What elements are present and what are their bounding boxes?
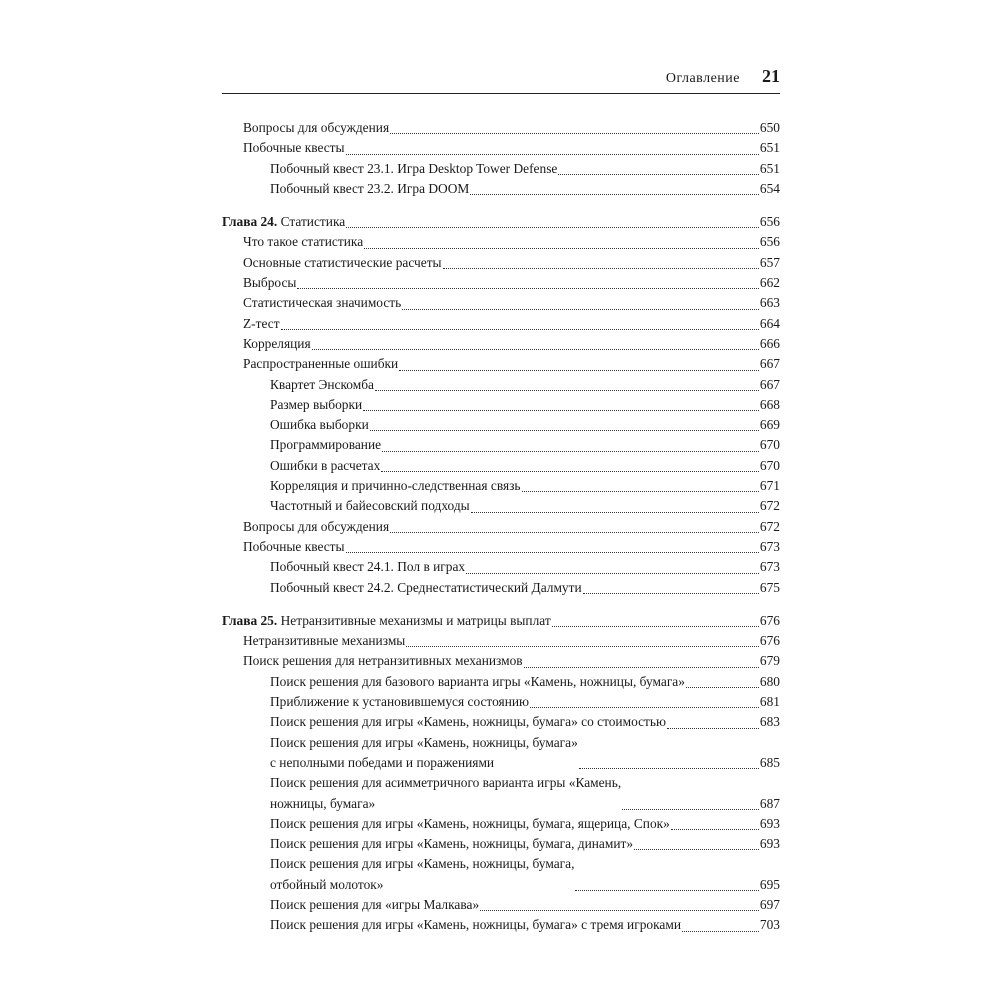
toc-entry-page: 693: [759, 815, 780, 831]
toc-entry[interactable]: [222, 179, 780, 199]
toc-entry-page: 695: [759, 876, 780, 892]
dot-leader: [470, 194, 759, 195]
toc-entry-page: 679: [759, 653, 780, 669]
toc-entry-page: 681: [759, 694, 780, 710]
toc-entry-page: 671: [759, 478, 780, 494]
toc-entry-title: [270, 435, 381, 455]
section-title: Оглавление: [665, 71, 740, 86]
toc-entry[interactable]: [222, 159, 780, 179]
toc-entry-title: [270, 915, 681, 935]
toc-entry-title-text: Вопросы для обсуждения: [243, 120, 390, 135]
toc-entry-title-text: Поиск решения для игры «Камень, ножницы, бумага» с тремя игроками: [270, 917, 681, 933]
toc-entry-title: [243, 517, 389, 537]
toc-entry-title-text: Поиск решения для игры «Камень, ножницы, бумага, динамит»: [270, 836, 634, 852]
toc-entry-title: [270, 557, 465, 577]
toc-entry-title: [243, 651, 523, 671]
toc-entry-page: 668: [759, 396, 780, 412]
toc-entry-title: [243, 253, 442, 273]
toc-entry-page: 676: [759, 612, 780, 628]
toc-entry-title-text: Основные статистические расчеты: [243, 254, 442, 270]
toc-entry[interactable]: [222, 375, 780, 395]
toc-entry[interactable]: [222, 415, 780, 435]
dot-leader: [297, 288, 759, 289]
toc-entry-page: 680: [759, 673, 780, 689]
toc-entry-title-text: Побочный квест 24.2. Среднестатистический Далмути: [270, 579, 582, 595]
toc-entry-title: [270, 854, 574, 895]
toc-entry-page: 666: [759, 335, 780, 351]
dot-leader: [381, 471, 759, 472]
toc-entry-title-line: Поиск решения для игры «Камень, ножницы, бумага»: [270, 734, 578, 750]
dot-leader: [466, 573, 759, 574]
dot-leader: [524, 667, 759, 668]
toc-entry-title-text: Побочный квест 24.1. Пол в играх: [270, 559, 466, 575]
toc-entry-title: [243, 138, 345, 158]
chapter-label: Глава 25.: [222, 612, 278, 628]
toc-entry-title-text: ножницы, бумага»: [270, 795, 376, 811]
toc-entry-title-text: Вопросы для обсуждения: [243, 518, 390, 534]
toc-entry[interactable]: [222, 232, 780, 252]
toc-entry-title: [270, 578, 582, 598]
toc-entry-title-text: Ошибка выборки: [270, 417, 369, 433]
toc-entry-title-text: Приближение к установившемуся состоянию: [270, 694, 530, 710]
toc-entry-title-text: Побочные квесты: [243, 538, 345, 554]
toc-entry-title-text: Квартет Энскомба: [270, 376, 374, 392]
toc-entry-title: [243, 537, 345, 557]
toc-entry-title: [270, 672, 685, 692]
dot-leader: [575, 890, 758, 891]
table-of-contents: [222, 118, 780, 936]
toc-entry-title-text: Частотный и байесовский подходы: [270, 498, 470, 514]
toc-entry-page: 673: [759, 559, 780, 575]
dot-leader: [471, 512, 759, 513]
toc-entry[interactable]: [222, 118, 780, 138]
dot-leader: [390, 133, 759, 134]
dot-leader: [583, 593, 759, 594]
toc-entry-page: 657: [759, 254, 780, 270]
toc-entry-title: [270, 159, 557, 179]
toc-entry-title-text: Нетранзитивные механизмы и матрицы выплат: [280, 612, 551, 628]
toc-entry[interactable]: [222, 692, 780, 712]
toc-entry-title: [270, 375, 374, 395]
toc-entry-title: [270, 692, 529, 712]
toc-entry-title: [243, 118, 389, 138]
toc-entry-page: 670: [759, 457, 780, 473]
toc-entry[interactable]: [222, 334, 780, 354]
dot-leader: [558, 174, 759, 175]
toc-entry[interactable]: [222, 672, 780, 692]
toc-entry-title: [222, 212, 345, 232]
toc-entry-page: 685: [759, 754, 780, 770]
dot-leader: [634, 849, 759, 850]
toc-entry-title: [270, 814, 670, 834]
dot-leader: [375, 390, 759, 391]
toc-entry[interactable]: [222, 456, 780, 476]
toc-entry-title-text: Распространенные ошибки: [243, 356, 399, 372]
toc-chapter-entry[interactable]: [222, 212, 780, 232]
toc-entry[interactable]: [222, 496, 780, 516]
toc-entry[interactable]: [222, 895, 780, 915]
dot-leader: [346, 227, 759, 228]
dot-leader: [390, 532, 759, 533]
toc-entry-title: [270, 179, 469, 199]
toc-entry-title-text: Выбросы: [243, 275, 297, 291]
toc-entry-page: 669: [759, 417, 780, 433]
dot-leader: [622, 809, 759, 810]
toc-entry-title-text: Поиск решения для нетранзитивных механизмов: [243, 653, 523, 669]
toc-entry-title-text: с неполными победами и поражениями: [270, 754, 495, 770]
toc-entry[interactable]: [222, 557, 780, 577]
toc-chapter-entry[interactable]: [222, 611, 780, 631]
dot-leader: [346, 552, 759, 553]
toc-entry[interactable]: [222, 253, 780, 273]
dot-leader: [443, 268, 759, 269]
toc-entry-page: 697: [759, 896, 780, 912]
toc-entry-title: [270, 395, 362, 415]
toc-entry-page: 651: [759, 160, 780, 176]
toc-entry-page: 675: [759, 579, 780, 595]
toc-entry[interactable]: [222, 854, 780, 895]
toc-entry-title-text: Побочный квест 23.2. Игра DOOM: [270, 180, 470, 196]
toc-entry-title: [270, 733, 578, 774]
dot-leader: [363, 410, 759, 411]
dot-leader: [370, 430, 759, 431]
toc-entry-page: 676: [759, 633, 780, 649]
toc-entry-page: 654: [759, 180, 780, 196]
toc-entry-title: [243, 232, 363, 252]
toc-entry-title: [270, 834, 633, 854]
dot-leader: [346, 154, 759, 155]
toc-entry[interactable]: [222, 733, 780, 774]
toc-entry[interactable]: [222, 273, 780, 293]
dot-leader: [552, 626, 759, 627]
dot-leader: [312, 349, 759, 350]
toc-entry-title-text: Корреляция: [243, 335, 311, 351]
toc-entry-title-text: Размер выборки: [270, 396, 363, 412]
chapter-label: Глава 24.: [222, 214, 278, 230]
toc-entry[interactable]: [222, 395, 780, 415]
toc-entry-title: [243, 354, 398, 374]
toc-entry-page: 703: [759, 917, 780, 933]
toc-entry[interactable]: [222, 293, 780, 313]
toc-entry[interactable]: [222, 314, 780, 334]
toc-entry-title-text: Побочные квесты: [243, 140, 345, 156]
toc-entry[interactable]: [222, 712, 780, 732]
toc-entry-title: [243, 273, 296, 293]
toc-entry-page: 683: [759, 714, 780, 730]
dot-leader: [686, 687, 759, 688]
toc-entry[interactable]: [222, 631, 780, 651]
toc-entry-title-text: Статистика: [280, 214, 346, 230]
toc-entry-title-text: Ошибки в расчетах: [270, 457, 381, 473]
toc-entry[interactable]: [222, 476, 780, 496]
toc-entry-title: [270, 895, 479, 915]
toc-entry-title: [243, 334, 311, 354]
toc-entry[interactable]: [222, 651, 780, 671]
toc-entry-title-line: Поиск решения для игры «Камень, ножницы, бумага,: [270, 856, 575, 872]
toc-entry-title: [270, 415, 369, 435]
toc-entry[interactable]: [222, 915, 780, 935]
toc-entry-title: [270, 496, 470, 516]
toc-entry[interactable]: [222, 578, 780, 598]
dot-leader: [682, 931, 759, 932]
dot-leader: [579, 768, 759, 769]
toc-entry-page: 662: [759, 275, 780, 291]
toc-entry-title-text: Поиск решения для игры «Камень, ножницы, бумага, ящерица, Спок»: [270, 815, 670, 831]
toc-entry-page: 667: [759, 376, 780, 392]
toc-entry-title: [243, 314, 280, 334]
toc-entry-title-text: Поиск решения для игры «Камень, ножницы, бумага» со стоимостью: [270, 714, 667, 730]
toc-entry[interactable]: [222, 834, 780, 854]
toc-entry-title-text: Z-тест: [243, 315, 280, 331]
dot-leader: [480, 910, 759, 911]
toc-entry-page: 656: [759, 234, 780, 250]
toc-entry-page: 693: [759, 836, 780, 852]
toc-entry-page: 664: [759, 315, 780, 331]
dot-leader: [399, 370, 759, 371]
toc-entry[interactable]: [222, 537, 780, 557]
toc-entry-title: [243, 293, 401, 313]
toc-entry[interactable]: [222, 517, 780, 537]
toc-entry-title: [270, 712, 666, 732]
running-header: [222, 66, 780, 94]
dot-leader: [530, 707, 759, 708]
toc-entry-title: [222, 611, 551, 631]
dot-leader: [281, 329, 759, 330]
toc-entry-title-text: Что такое статистика: [243, 234, 364, 250]
toc-entry-title-text: отбойный молоток»: [270, 876, 384, 892]
toc-entry-title-text: Корреляция и причинно-следственная связь: [270, 478, 521, 494]
dot-leader: [364, 248, 759, 249]
toc-entry-title-text: Статистическая значимость: [243, 295, 402, 311]
toc-entry[interactable]: [222, 773, 780, 814]
toc-entry-page: 672: [759, 498, 780, 514]
toc-entry[interactable]: [222, 354, 780, 374]
toc-entry-title-text: Нетранзитивные механизмы: [243, 633, 406, 649]
toc-entry[interactable]: [222, 435, 780, 455]
toc-entry[interactable]: [222, 138, 780, 158]
toc-entry-title-text: Программирование: [270, 437, 382, 453]
dot-leader: [382, 451, 759, 452]
toc-entry[interactable]: [222, 814, 780, 834]
dot-leader: [522, 491, 759, 492]
toc-entry-page: 667: [759, 356, 780, 372]
dot-leader: [671, 829, 759, 830]
toc-entry-page: 656: [759, 214, 780, 230]
dot-leader: [667, 728, 759, 729]
toc-entry-page: 663: [759, 295, 780, 311]
toc-entry-title: [270, 773, 621, 814]
toc-entry-page: 673: [759, 538, 780, 554]
toc-entry-title: [270, 456, 380, 476]
dot-leader: [402, 309, 759, 310]
toc-entry-page: 651: [759, 140, 780, 156]
toc-entry-page: 650: [759, 120, 780, 135]
toc-entry-title: [270, 476, 521, 496]
dot-leader: [406, 646, 759, 647]
toc-entry-page: 672: [759, 518, 780, 534]
toc-entry-title-text: Поиск решения для «игры Малкава»: [270, 896, 480, 912]
toc-entry-title-text: Поиск решения для базового варианта игры «Камень, ножницы, бумага»: [270, 673, 685, 689]
toc-entry-title-line: Поиск решения для асимметричного варианта игры «Камень,: [270, 775, 622, 791]
toc-entry-page: 670: [759, 437, 780, 453]
toc-entry-title: [243, 631, 405, 651]
page-number: 21: [762, 66, 780, 86]
toc-entry-title-text: Побочный квест 23.1. Игра Desktop Tower Defense: [270, 160, 558, 176]
toc-entry-page: 687: [759, 795, 780, 811]
